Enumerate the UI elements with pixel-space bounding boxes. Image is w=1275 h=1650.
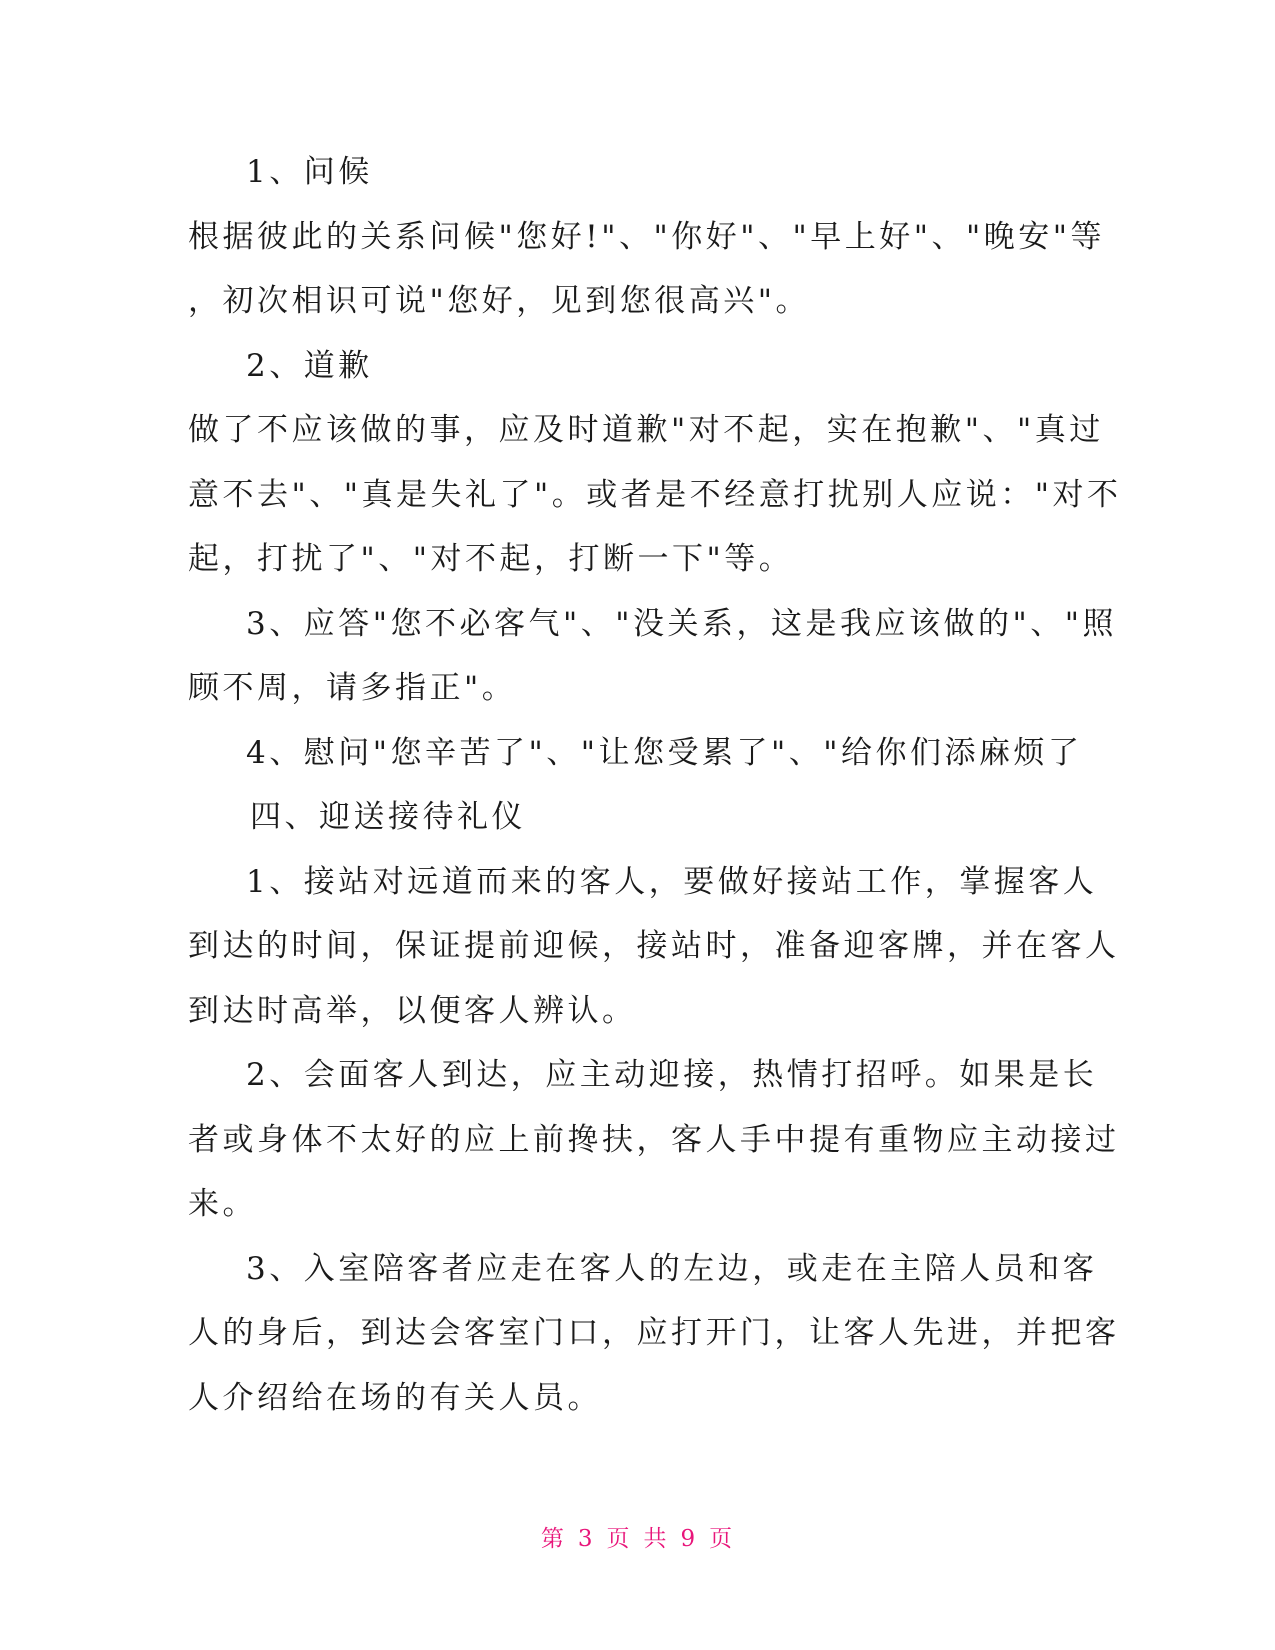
footer-suffix: 页 [709,1526,735,1552]
paragraph-line-response: 3、应答"您不必客气"、"没关系，这是我应该做的"、"照 [246,605,1118,642]
footer-page-label: 页 [606,1526,632,1552]
paragraph-line: 意不去"、"真是失礼了"。或者是不经意打扰别人应说："对不 [188,476,1122,513]
paragraph-line: 顾不周，请多指正"。 [188,670,517,706]
subheading-apology: 2、道歉 [246,347,373,384]
document-body [188,140,1122,1430]
paragraph-line-comfort: 4、慰问"您辛苦了"、"让您受累了"、"给你们添麻烦了 [246,734,1083,771]
paragraph-line: 来。 [188,1186,257,1222]
paragraph-line: 做了不应该做的事，应及时道歉"对不起，实在抱歉"、"真过 [188,412,1104,448]
paragraph-line: 到达时高举，以便客人辨认。 [188,992,637,1029]
footer-current-page: 3 [577,1526,595,1552]
paragraph-line-meeting: 2、会面客人到达，应主动迎接，热情打招呼。如果是长 [246,1057,1098,1093]
page-footer [0,1520,1275,1553]
paragraph-line: 者或身体不太好的应上前搀扶，客人手中提有重物应主动接过 [188,1121,1120,1158]
paragraph-line: 人介绍给在场的有关人员。 [188,1379,602,1416]
section-heading-reception: 四、迎送接待礼仪 [250,799,526,835]
subheading-greeting: 1、问候 [246,154,373,190]
paragraph-line: 根据彼此的关系问候"您好!"、"你好"、"早上好"、"晚安"等 [188,218,1106,255]
paragraph-line: ，初次相识可说"您好，见到您很高兴"。 [188,283,811,319]
paragraph-line: 到达的时间，保证提前迎候，接站时，准备迎客牌，并在客人 [188,928,1120,964]
footer-total-label: 共 [643,1526,669,1552]
paragraph-line: 人的身后，到达会客室门口，应打开门，让客人先进，并把客 [188,1315,1120,1351]
footer-total-pages: 9 [680,1526,698,1552]
paragraph-line-entering: 3、入室陪客者应走在客人的左边，或走在主陪人员和客 [246,1250,1098,1287]
paragraph-line: 起，打扰了"、"对不起，打断一下"等。 [188,541,794,577]
paragraph-line-pickup: 1、接站对远道而来的客人，要做好接站工作，掌握客人 [246,863,1098,900]
footer-prefix: 第 [540,1526,566,1552]
